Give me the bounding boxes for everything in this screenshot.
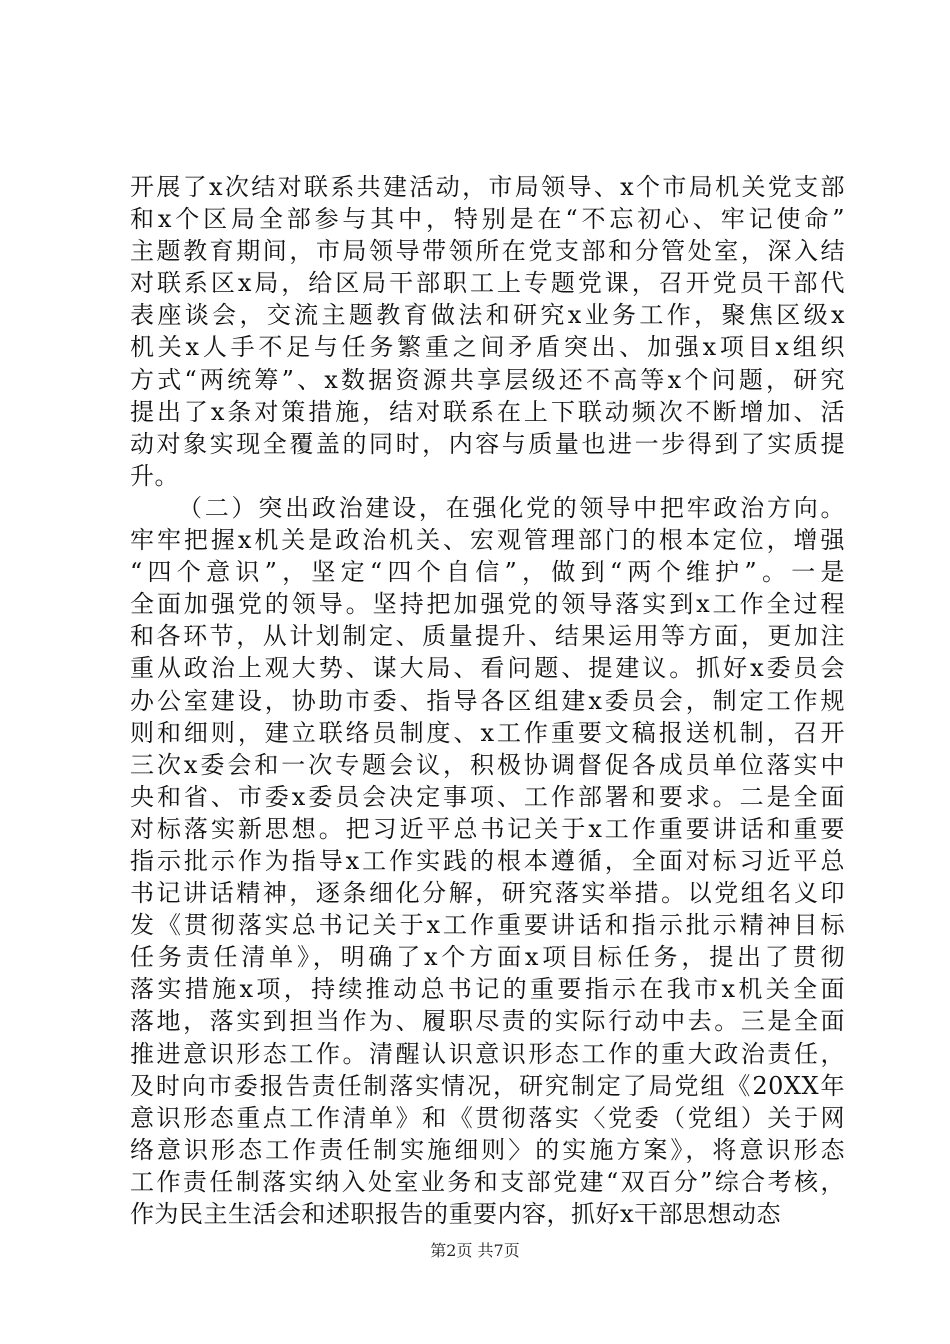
text-line: 则和细则，建立联络员制度、x工作重要文稿报送机制，召开 — [130, 718, 845, 747]
text-line: 升。 — [130, 461, 179, 490]
text-line: 工作责任制落实纳入处室业务和支部党建“双百分”综合考核， — [130, 1167, 845, 1196]
text-line: 全面加强党的领导。坚持把加强党的领导落实到x工作全过程 — [130, 590, 845, 619]
text-line: 发《贯彻落实总书记关于x工作重要讲话和指示批示精神目标 — [130, 911, 845, 940]
text-line: 对联系区x局，给区局干部职工上专题党课，召开党员干部代 — [130, 269, 845, 298]
section-heading-line: （二）突出政治建设，在强化党的领导中把牢政治方向。 — [178, 493, 845, 522]
text-line: 重从政治上观大势、谋大局、看问题、提建议。抓好x委员会 — [130, 654, 845, 683]
text-line: 落实措施x项，持续推动总书记的重要指示在我市x机关全面 — [130, 975, 845, 1004]
text-line: 表座谈会，交流主题教育做法和研究x业务工作，聚焦区级x — [130, 301, 845, 330]
text-line: 牢牢把握x机关是政治机关、宏观管理部门的根本定位，增强 — [130, 526, 845, 555]
text-line: 任务责任清单》，明确了x个方面x项目标任务，提出了贯彻 — [130, 943, 845, 972]
body-text — [130, 171, 845, 1230]
text-line: 及时向市委报告责任制落实情况，研究制定了局党组《20XX年 — [130, 1071, 845, 1100]
text-line: 和各环节，从计划制定、质量提升、结果运用等方面，更加注 — [130, 622, 845, 651]
text-line: 和x个区局全部参与其中，特别是在“不忘初心、牢记使命” — [130, 205, 845, 234]
text-line: 提出了x条对策措施，结对联系在上下联动频次不断增加、活 — [130, 397, 845, 426]
text-line: 作为民主生活会和述职报告的重要内容，抓好x干部思想动态 — [130, 1200, 782, 1228]
page-number-footer: 第2页 共7页 — [430, 1241, 520, 1260]
text-line: 开展了x次结对联系共建活动，市局领导、x个市局机关党支部 — [130, 173, 845, 201]
text-line: 方式“两统筹”、x数据资源共享层级还不高等x个问题，研究 — [130, 365, 845, 394]
text-line: 络意识形态工作责任制实施细则〉的实施方案》，将意识形态 — [130, 1135, 845, 1164]
text-line: 对标落实新思想。把习近平总书记关于x工作重要讲话和重要 — [130, 814, 845, 843]
text-line: 机关x人手不足与任务繁重之间矛盾突出、加强x项目x组织 — [130, 333, 845, 362]
text-line: 书记讲话精神，逐条细化分解，研究落实举措。以党组名义印 — [130, 879, 845, 908]
text-line: 指示批示作为指导x工作实践的根本遵循，全面对标习近平总 — [130, 846, 845, 875]
text-line: 落地，落实到担当作为、履职尽责的实际行动中去。三是全面 — [130, 1007, 845, 1036]
text-line: 推进意识形态工作。清醒认识意识形态工作的重大政治责任， — [130, 1039, 845, 1068]
text-line: 主题教育期间，市局领导带领所在党支部和分管处室，深入结 — [130, 237, 845, 266]
text-line: 动对象实现全覆盖的同时，内容与质量也进一步得到了实质提 — [130, 429, 845, 458]
text-line: “四个意识”，坚定“四个自信”，做到“两个维护”。一是 — [130, 558, 845, 587]
text-line: 意识形态重点工作清单》和《贯彻落实〈党委（党组）关于网 — [130, 1103, 845, 1132]
text-line: 三次x委会和一次专题会议，积极协调督促各成员单位落实中 — [130, 750, 845, 779]
text-line: 办公室建设，协助市委、指导各区组建x委员会，制定工作规 — [130, 686, 845, 715]
text-line: 央和省、市委x委员会决定事项、工作部署和要求。二是全面 — [130, 782, 845, 811]
